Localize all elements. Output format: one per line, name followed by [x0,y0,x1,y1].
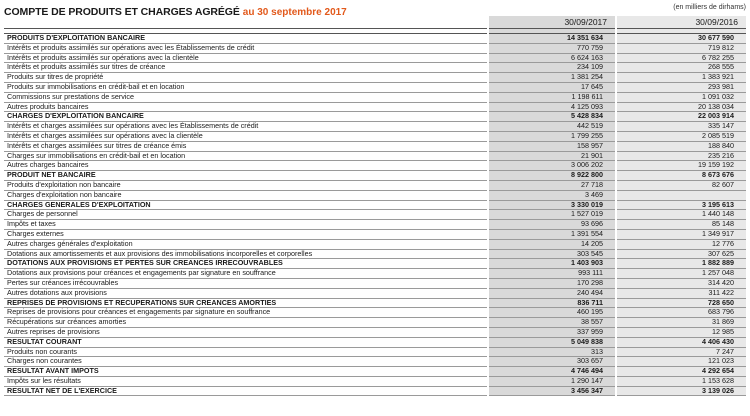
value-2016-cell: 19 159 192 [616,161,746,171]
label-cell: Autres charges bancaires [4,161,488,171]
label-cell: Charges de personnel [4,210,488,220]
label-cell: Produits non courants [4,347,488,357]
label-cell: Intérêts et produits assimilés sur opérations avec la clientèle [4,53,488,63]
table-row [4,180,746,190]
label-cell: Intérêts et charges assimilées sur titres de créance émis [4,141,488,151]
table-row [4,102,746,112]
value-2016-cell: 12 776 [616,239,746,249]
label-cell: RESULTAT NET DE L'EXERCICE [4,386,488,396]
value-2016-cell: 1 153 628 [616,376,746,386]
value-2016-cell: 4 406 430 [616,337,746,347]
label-cell: Impôts sur les résultats [4,376,488,386]
header-col-2016: 30/09/2016 [616,16,746,29]
value-2016-cell: 22 003 914 [616,112,746,122]
value-2016-cell: 1 383 921 [616,73,746,83]
value-2016-cell: 719 812 [616,43,746,53]
label-cell: Produits sur immobilisations en crédit-bail et en location [4,82,488,92]
header-col-2017: 30/09/2017 [488,16,616,29]
label-cell: DOTATIONS AUX PROVISIONS ET PERTES SUR CREANCES IRRECOUVRABLES [4,259,488,269]
value-2016-cell: 311 422 [616,288,746,298]
value-2017-cell: 3 006 202 [488,161,616,171]
value-2016-cell: 3 195 613 [616,200,746,210]
value-2016-cell: 82 607 [616,180,746,190]
label-cell: CHARGES D'EXPLOITATION BANCAIRE [4,112,488,122]
table-row [4,376,746,386]
label-cell: Pertes sur créances irrécouvrables [4,278,488,288]
value-2017-cell: 8 922 800 [488,171,616,181]
value-2017-cell: 17 645 [488,82,616,92]
table-row [4,92,746,102]
table-row [4,386,746,396]
table-row [4,210,746,220]
value-2017-cell: 158 957 [488,141,616,151]
table-row [4,347,746,357]
value-2017-cell: 993 111 [488,269,616,279]
table-row [4,122,746,132]
value-2017-cell: 240 494 [488,288,616,298]
label-cell: Charges d'exploitation non bancaire [4,190,488,200]
table-row [4,220,746,230]
label-cell: Charges sur immobilisations en crédit-bail et en location [4,151,488,161]
label-cell: Autres charges générales d'exploitation [4,239,488,249]
table-row [4,53,746,63]
label-cell: RESULTAT COURANT [4,337,488,347]
table-row [4,131,746,141]
value-2017-cell: 3 330 019 [488,200,616,210]
table-row [4,161,746,171]
value-2017-cell: 442 519 [488,122,616,132]
label-cell: Autres dotations aux provisions [4,288,488,298]
table-row [4,229,746,239]
unit-note: (en milliers de dirhams) [673,4,746,11]
value-2016-cell: 1 440 148 [616,210,746,220]
value-2017-cell: 1 403 903 [488,259,616,269]
label-cell: Intérêts et produits assimilés sur titres de créance [4,63,488,73]
page-title: COMPTE DE PRODUITS ET CHARGES AGRÉGÉ [4,6,240,18]
table-row [4,357,746,367]
value-2016-cell: 1 349 917 [616,229,746,239]
value-2016-cell: 85 148 [616,220,746,230]
value-2017-cell: 1 381 254 [488,73,616,83]
value-2017-cell: 93 696 [488,220,616,230]
label-cell: Intérêts et charges assimilées sur opérations avec les Établissements de crédit [4,122,488,132]
value-2017-cell: 4 125 093 [488,102,616,112]
label-cell: Charges externes [4,229,488,239]
table-row [4,288,746,298]
table-header-row [4,16,746,29]
table-row [4,278,746,288]
title-row [4,2,746,16]
value-2016-cell: 683 796 [616,308,746,318]
table-row [4,141,746,151]
label-cell: PRODUITS D'EXPLOITATION BANCAIRE [4,34,488,44]
value-2016-cell: 1 882 889 [616,259,746,269]
value-2016-cell: 314 420 [616,278,746,288]
value-2016-cell: 307 625 [616,249,746,259]
page-subtitle: au 30 septembre 2017 [242,7,347,18]
income-statement-table [4,16,746,396]
value-2017-cell: 170 298 [488,278,616,288]
value-2017-cell: 14 205 [488,239,616,249]
label-cell: Intérêts et produits assimilés sur opérations avec les Établissements de crédit [4,43,488,53]
value-2017-cell: 6 624 163 [488,53,616,63]
label-cell: Produits d'exploitation non bancaire [4,180,488,190]
value-2017-cell: 337 959 [488,327,616,337]
table-row [4,239,746,249]
value-2016-cell: 7 247 [616,347,746,357]
table-row [4,200,746,210]
value-2016-cell: 188 840 [616,141,746,151]
table-row [4,249,746,259]
value-2016-cell: 1 257 048 [616,269,746,279]
value-2017-cell: 21 901 [488,151,616,161]
value-2017-cell: 460 195 [488,308,616,318]
table-row [4,269,746,279]
value-2016-cell: 8 673 676 [616,171,746,181]
label-cell: PRODUIT NET BANCAIRE [4,171,488,181]
label-cell: CHARGES GENERALES D'EXPLOITATION [4,200,488,210]
value-2016-cell: 2 085 519 [616,131,746,141]
value-2016-cell: 728 650 [616,298,746,308]
value-2017-cell: 3 469 [488,190,616,200]
value-2017-cell: 1 391 554 [488,229,616,239]
value-2016-cell: 3 139 026 [616,386,746,396]
label-cell: Charges non courantes [4,357,488,367]
table-row [4,318,746,328]
value-2017-cell: 836 711 [488,298,616,308]
value-2017-cell: 4 746 494 [488,367,616,377]
table-row [4,308,746,318]
value-2017-cell: 234 109 [488,63,616,73]
table-row [4,112,746,122]
value-2016-cell: 12 985 [616,327,746,337]
value-2017-cell: 27 718 [488,180,616,190]
label-cell: Dotations aux amortissements et aux provisions des immobilisations incorporelles et corporelles [4,249,488,259]
value-2016-cell: 335 147 [616,122,746,132]
table-body [4,29,746,396]
table-row [4,367,746,377]
value-2017-cell: 14 351 634 [488,34,616,44]
table-row [4,73,746,83]
table-row [4,327,746,337]
value-2016-cell: 293 981 [616,82,746,92]
label-cell: RESULTAT AVANT IMPOTS [4,367,488,377]
label-cell: Dotations aux provisions pour créances et engagements par signature en souffrance [4,269,488,279]
label-cell: Intérêts et charges assimilées sur opérations avec la clientèle [4,131,488,141]
value-2016-cell [616,190,746,200]
label-cell: REPRISES DE PROVISIONS ET RECUPERATIONS SUR CREANCES AMORTIES [4,298,488,308]
value-2016-cell: 1 091 032 [616,92,746,102]
value-2017-cell: 1 527 019 [488,210,616,220]
value-2016-cell: 6 782 255 [616,53,746,63]
value-2017-cell: 770 759 [488,43,616,53]
table-row [4,171,746,181]
value-2017-cell: 1 799 255 [488,131,616,141]
table-row [4,151,746,161]
label-cell: Autres reprises de provisions [4,327,488,337]
value-2017-cell: 5 049 838 [488,337,616,347]
value-2016-cell: 20 138 034 [616,102,746,112]
value-2017-cell: 313 [488,347,616,357]
value-2016-cell: 4 292 654 [616,367,746,377]
value-2016-cell: 121 023 [616,357,746,367]
table-row [4,190,746,200]
value-2017-cell: 3 456 347 [488,386,616,396]
table-row [4,63,746,73]
table-row [4,34,746,44]
value-2016-cell: 30 677 590 [616,34,746,44]
header-label-cell [4,16,488,29]
value-2016-cell: 268 555 [616,63,746,73]
value-2016-cell: 235 216 [616,151,746,161]
table-row [4,82,746,92]
table-row [4,259,746,269]
value-2017-cell: 5 428 834 [488,112,616,122]
label-cell: Impôts et taxes [4,220,488,230]
value-2017-cell: 303 545 [488,249,616,259]
label-cell: Récupérations sur créances amorties [4,318,488,328]
label-cell: Reprises de provisions pour créances et engagements par signature en souffrance [4,308,488,318]
value-2017-cell: 303 657 [488,357,616,367]
table-row [4,43,746,53]
value-2017-cell: 38 557 [488,318,616,328]
label-cell: Commissions sur prestations de service [4,92,488,102]
value-2017-cell: 1 290 147 [488,376,616,386]
label-cell: Autres produits bancaires [4,102,488,112]
table-row [4,337,746,347]
label-cell: Produits sur titres de propriété [4,73,488,83]
table-row [4,298,746,308]
value-2017-cell: 1 198 611 [488,92,616,102]
value-2016-cell: 31 869 [616,318,746,328]
